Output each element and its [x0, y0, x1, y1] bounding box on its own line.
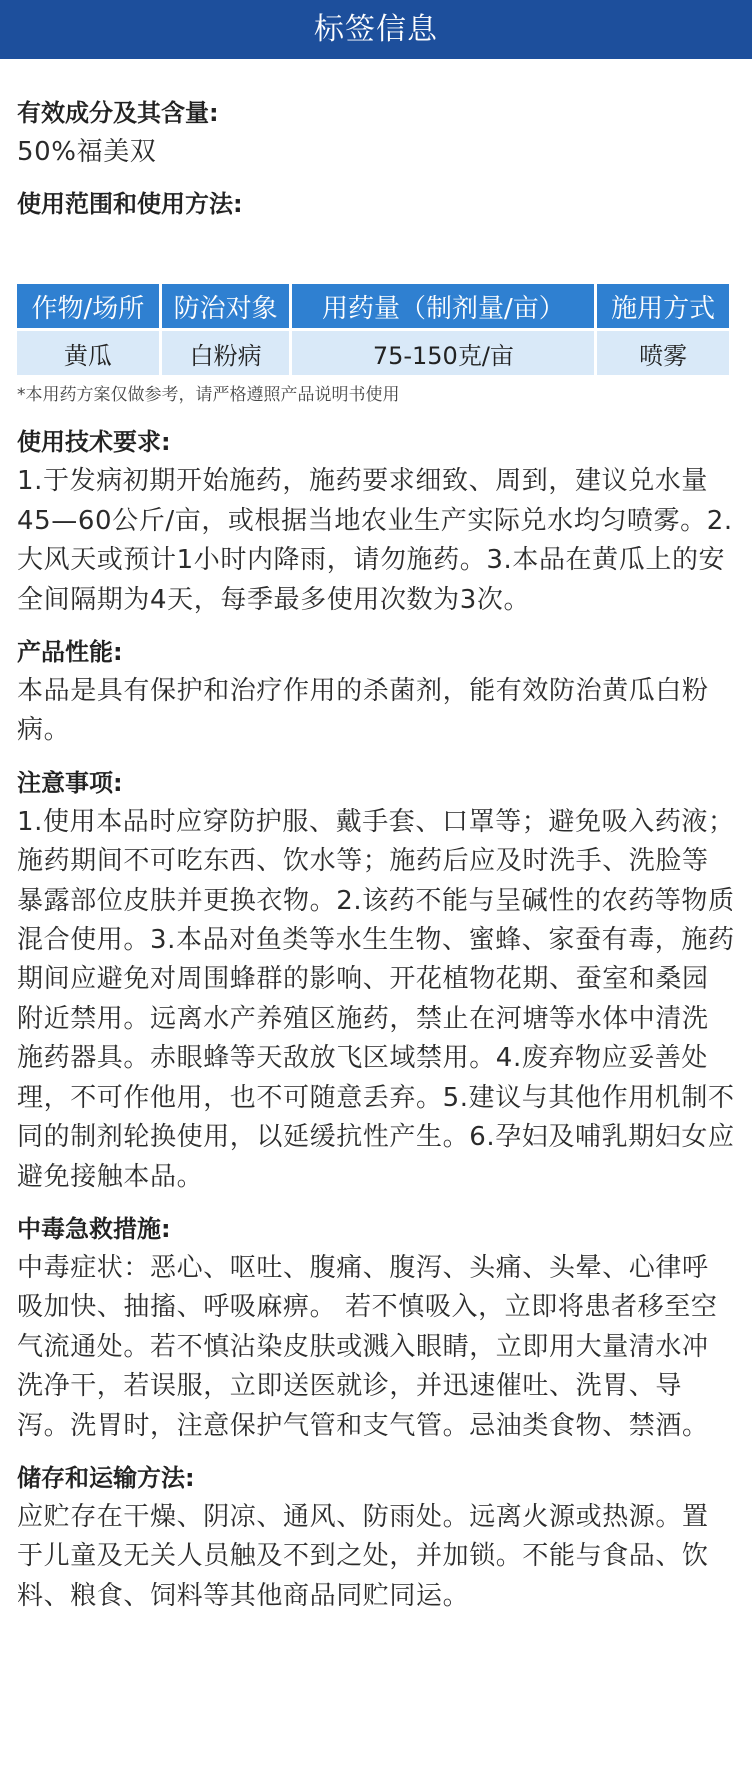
page-header — [0, 0, 752, 59]
section-title: 储存和运输方法: — [17, 1463, 195, 1492]
section-body: 中毒症状：恶心、呕吐、腹痛、腹泻、头痛、头晕、心律呼吸加快、抽搐、呼吸麻痹。 若不慎吸入，立即将患者移至空气流通处。若不慎沾染皮肤或溅入眼睛，立即用大量清水冲洗净干，若误服，立即送医就诊，并迅速催吐、洗胃、导泻。洗胃时，注意保护气管和支气管。忌油类食物、禁酒。 — [17, 1252, 718, 1441]
table-cell: 喷雾 — [597, 331, 729, 375]
table-row — [17, 331, 729, 375]
section-body: 50%福美双 — [17, 137, 157, 167]
section-title: 产品性能: — [17, 638, 123, 667]
section-usage — [17, 184, 735, 410]
table-cell: 白粉病 — [162, 331, 290, 375]
section-title: 使用范围和使用方法: — [17, 190, 243, 219]
page-title: 标签信息 — [314, 12, 438, 47]
section-title: 使用技术要求: — [17, 428, 171, 457]
section-title: 注意事项: — [17, 768, 123, 797]
table-header-row — [17, 284, 729, 328]
column-header: 用药量（制剂量/亩） — [292, 284, 594, 328]
usage-note: *本用药方案仅做参考，请严格遵照产品说明书使用 — [17, 385, 400, 406]
section-performance — [17, 632, 735, 751]
section-technique — [17, 422, 735, 620]
section-body: 本品是具有保护和治疗作用的杀菌剂，能有效防治黄瓜白粉病。 — [17, 676, 709, 746]
usage-table — [14, 281, 732, 378]
label-content — [0, 93, 752, 1616]
section-body: 1.使用本品时应穿防护服、戴手套、口罩等；避免吸入药液；施药期间不可吃东西、饮水等；施药后应及时洗手、洗脸等暴露部位皮肤并更换衣物。2.该药不能与呈碱性的农药等物质混合使用。3.本品对鱼类等水生生物、蜜蜂、家蚕有毒，施药期间应避免对周围蜂群的影响、开花植物花期、蚕室和桑园附近禁用。远离水产养殖区施药，禁止在河塘等水体中清洗施药器具。赤眼蜂等天敌放飞区域禁用。4.废弃物应妥善处理，不可作他用，也不可随意丢弃。5.建议与其他作用机制不同的制剂轮换使用，以延缓抗性产生。6.孕妇及哺乳期妇女应避免接触本品。 — [17, 806, 735, 1192]
section-precautions — [17, 763, 735, 1197]
column-header: 施用方式 — [597, 284, 729, 328]
usage-table-wrap — [17, 281, 735, 378]
section-ingredients — [17, 93, 735, 172]
section-title: 有效成分及其含量: — [17, 99, 219, 127]
column-header: 作物/场所 — [17, 284, 159, 328]
section-title: 中毒急救措施: — [17, 1214, 171, 1243]
section-first-aid — [17, 1209, 735, 1446]
section-storage — [17, 1458, 735, 1616]
section-body: 应贮存在干燥、阴凉、通风、防雨处。远离火源或热源。置于儿童及无关人员触及不到之处，并加锁。不能与食品、饮料、粮食、饲料等其他商品同贮同运。 — [17, 1501, 709, 1611]
table-cell: 黄瓜 — [17, 331, 159, 375]
section-body: 1.于发病初期开始施药，施药要求细致、周到，建议兑水量45—60公斤/亩，或根据当地农业生产实际兑水均匀喷雾。2.大风天或预计1小时内降雨，请勿施药。3.本品在黄瓜上的安全间隔期为4天，每季最多使用次数为3次。 — [17, 466, 733, 615]
column-header: 防治对象 — [162, 284, 290, 328]
table-cell: 75-150克/亩 — [292, 331, 594, 375]
